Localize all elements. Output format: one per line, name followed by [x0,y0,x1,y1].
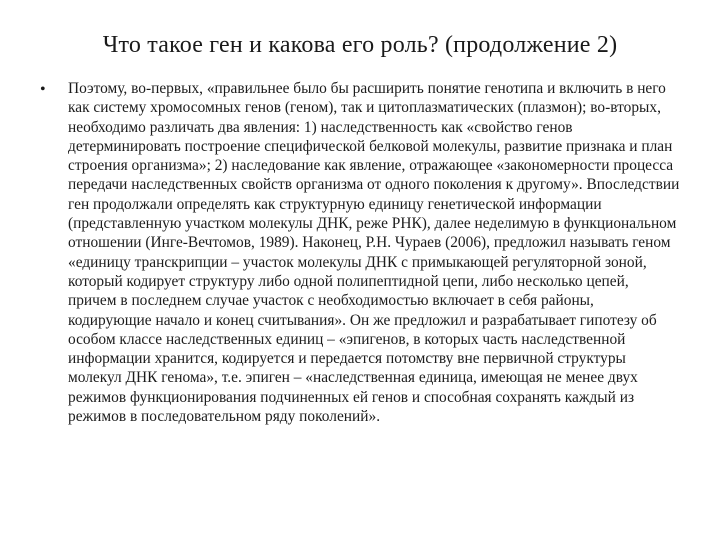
bullet-text: Поэтому, во-первых, «правильнее было бы расширить понятие генотипа и включить в него как систему хромосомных генов (геном), так и цитоплазматических (плазмон); во-вторых, необходимо различать два явления: 1) наследственность как «свойство генов детерминировать построение специфической белковой молекулы, развитие признака и план строения организма»; 2) наследование как явление, отражающее «закономерности процесса передачи наследственных свойств организма от одного поколения к другому». Впоследствии ген продолжали определять как структурную единицу генетической информации (представленную участком молекулы ДНК, реже РНК), далее неделимую в функциональном отношении (Инге-Вечтомов, 1989). Наконец, Р.Н. Чураев (2006), предложил называть геном «единицу транскрипции – участок молекулы ДНК с примыкающей регуляторной зоной, который кодирует структуру либо одной полипептидной цепи, либо несколько цепей, причем в последнем случае участок с необходимостью включает в себя районы, кодирующие начало и конец считывания». Он же предложил и разрабатывает гипотезу об особом классе наследственных единиц – «эпигенов, в которых часть наследственной информации хранится, кодируется и передается потомству вне первичной структуры молекул ДНК генома», т.е. эпиген – «наследственная единица, имеющая не менее двух режимов функционирования подчиненных ей генов и способная сохранять каждый из режимов в последовательном ряду поколений». [68,80,680,426]
slide-body [40,79,680,426]
bullet-item [40,79,680,426]
slide-title: Что такое ген и какова его роль? (продолжение 2) [102,32,618,58]
bullet-marker: • [40,81,46,98]
